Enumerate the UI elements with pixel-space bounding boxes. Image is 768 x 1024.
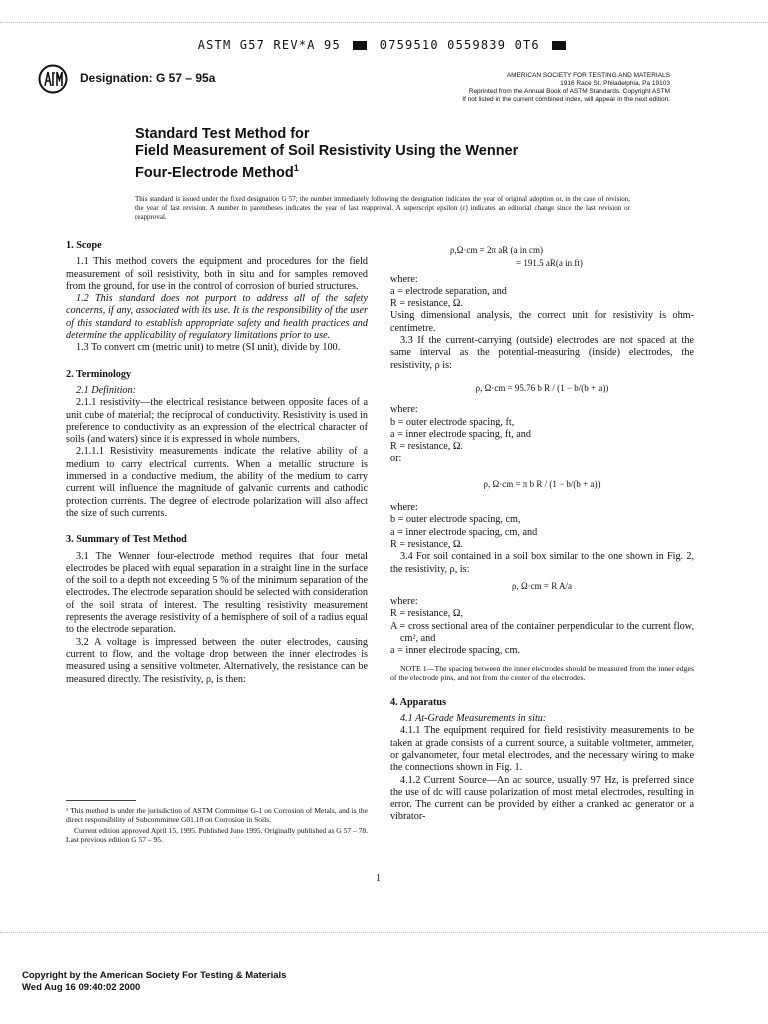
paragraph: 4.1 At-Grade Measurements in situ:: [400, 713, 547, 725]
title-line: Field Measurement of Soil Resistivity Using the Wenner: [135, 143, 519, 159]
designation: Designation: G 57 – 95a: [80, 71, 216, 85]
equation: ρ, Ω·cm = R A/a: [512, 580, 572, 591]
note: NOTE 1—The spacing between the inner electrodes should be measured from the inner edges of the electrode pins, and not from the center of the electrodes.: [390, 663, 694, 683]
page-number: 1: [376, 873, 381, 884]
paragraph: 2.1.1.1 Resistivity measurements indicate the relative ability of a medium to carry electrical currents. When a metallic structure is immersed in a conductive medium, the ability of the medium to carry current will influence the magnitude of galvanic currents and cathodic protection currents. The degree of electrode polarization will also affect the size of such currents.: [66, 446, 368, 519]
header-code-line: [0, 38, 768, 52]
title-line: Standard Test Method for: [135, 126, 310, 142]
section-heading: 3. Summary of Test Method: [66, 534, 187, 546]
footnotes: [66, 806, 368, 846]
variable-definition: b = outer electrode spacing, ft,: [390, 416, 515, 428]
barcode-block-icon: [353, 41, 367, 50]
variable-definition: R = resistance, Ω,: [390, 608, 464, 620]
variable-definition: a = inner electrode spacing, ft, and: [390, 428, 531, 440]
paragraph: 2.1 Definition:: [76, 384, 136, 396]
copyright-line: Copyright by the American Society For Testing & Materials: [22, 970, 287, 981]
society-line: Reprinted from the Annual Book of ASTM Standards. Copyright ASTM: [468, 88, 670, 95]
scan-artifact-bottom: [0, 932, 768, 934]
paragraph: 2.1.1 resistivity—the electrical resistance between opposite faces of a unit cube of material; the reciprocal of conductivity. Resistivity is used in preference to conductivity as an expression of the electrical character of soils (and waters) since it is expressed in whole numbers.: [66, 397, 368, 446]
copyright-timestamp: Wed Aug 16 09:40:02 2000: [22, 982, 141, 993]
document-title: [135, 126, 635, 182]
footnote: Current edition approved April 15, 1995. Published June 1995. Originally published as G 57 – 78. Last previous edition G 57 – 95.: [66, 826, 368, 844]
society-line: If not listed in the current combined index, will appear in the next edition.: [462, 96, 670, 103]
scan-artifact-top: [0, 22, 768, 24]
equation: = 191.5 aR(a in ft): [516, 258, 583, 269]
or-label: or:: [390, 453, 402, 465]
paragraph: 1.2 This standard does not purport to address all of the safety concerns, if any, associated with its use. It is the responsibility of the user of this standard to establish appropriate safety and health practices and determine the applicability of regulatory limitations prior to use.: [66, 293, 368, 342]
where-label: where:: [390, 596, 418, 608]
variable-definition: a = electrode separation, and: [390, 285, 507, 297]
left-column: [66, 240, 368, 686]
title-footnote-mark: 1: [293, 163, 299, 173]
paragraph: 3.3 If the current-carrying (outside) electrodes are not spaced at the same interval as the potential-measuring (inside) electrodes, the resistivity, ρ is:: [390, 335, 694, 371]
equation: ρ, Ω·cm = 95.76 b R / (1 − b/(b + a)): [475, 382, 609, 393]
society-block: [340, 72, 670, 104]
variable-definition: R = resistance, Ω.: [390, 441, 464, 453]
footnote-rule: [66, 800, 136, 801]
society-line: 1916 Race St. Philadelphia, Pa 19103: [560, 80, 670, 87]
paragraph: 1.1 This method covers the equipment and procedures for the field measurement of soil resistivity, both in situ and for samples removed from the ground, for use in the control of corrosion of buried structures.: [66, 256, 368, 292]
copyright-block: [22, 970, 286, 994]
paragraph: 1.3 To convert cm (metric unit) to metre (SI unit), divide by 100.: [76, 342, 341, 354]
astm-logo-icon: [38, 64, 68, 94]
equation: ρ,Ω·cm = 2π aR (a in cm): [450, 245, 544, 255]
variable-definition: b = outer electrode spacing, cm,: [390, 514, 521, 526]
paragraph: 3.2 A voltage is impressed between the outer electrodes, causing current to flow, and the voltage drop between the inner electrodes is measured using a sensitive voltmeter. Alternatively, the resistance can be measured directly. The resistivity, ρ, is then:: [66, 636, 368, 685]
footnote: ¹ This method is under the jurisdiction of ASTM Committee G-1 on Corrosion of Metals, and is the direct responsibility of Subcommittee G01.10 on Corrosion in Soils.: [66, 806, 368, 824]
variable-definition: a = inner electrode spacing, cm, and: [390, 526, 538, 538]
paragraph: 4.1.1 The equipment required for field resistivity measurements to be taken at grade consists of a current source, a suitable voltmeter, ammeter, or galvanometer, four metal electrodes, and the necessary wiring to make the connections shown in Fig. 1.: [390, 725, 694, 774]
where-label: where:: [390, 273, 418, 285]
variable-definition: a = inner electrode spacing, cm.: [390, 645, 520, 657]
where-label: where:: [390, 502, 418, 514]
variable-definition: R = resistance, Ω.: [390, 538, 464, 550]
section-heading: 4. Apparatus: [390, 696, 447, 708]
header-code-a: ASTM G57 REV*A 95: [197, 38, 341, 52]
where-label: where:: [390, 404, 418, 416]
section-heading: 2. Terminology: [66, 368, 132, 380]
equation: ρ, Ω·cm = π b R / (1 − b/(b + a)): [483, 478, 601, 489]
paragraph: 4.1.2 Current Source—An ac source, usually 97 Hz, is preferred since the use of dc will cause polarization of most metal electrodes, resulting in error. The current can be provided by either a cranked ac generator or a vibrator-: [390, 774, 694, 823]
standard-notice: This standard is issued under the fixed designation G 57; the number immediately following the designation indicates the year of original adoption or, in the case of revision, the year of last revision. A number in parentheses indicates the year of last reapproval. A superscript epsilon (ε) indicates an editorial change since the last revision or reapproval.: [135, 195, 630, 221]
paragraph: 3.4 For soil contained in a soil box similar to the one shown in Fig. 2, the resistivity, ρ, is:: [390, 551, 694, 575]
title-line-3: Four-Electrode Method: [135, 164, 294, 181]
variable-definition: A = cross sectional area of the container perpendicular to the current flow, cm², and: [390, 620, 694, 645]
right-column: [390, 240, 694, 824]
section-heading: 1. Scope: [66, 240, 102, 251]
society-line: AMERICAN SOCIETY FOR TESTING AND MATERIALS: [506, 72, 670, 79]
barcode-block-icon: [552, 41, 566, 50]
paragraph: 3.1 The Wenner four-electrode method requires that four metal electrodes be placed with equal separation in a straight line in the surface of the soil to a depth not exceeding 5 % of the minimum separation of the electrodes. The electrode separation should be selected with consideration of the soil strata of interest. The resulting resistivity measurement represents the average resistivity of a hemisphere of soil of a radius equal to the electrode separation.: [66, 550, 368, 636]
title-line: [135, 160, 635, 182]
header-code-b: 0759510 0559839 0T6: [379, 38, 540, 52]
paragraph: Using dimensional analysis, the correct unit for resistivity is ohm-centimetre.: [390, 310, 694, 334]
variable-definition: R = resistance, Ω.: [390, 298, 464, 310]
